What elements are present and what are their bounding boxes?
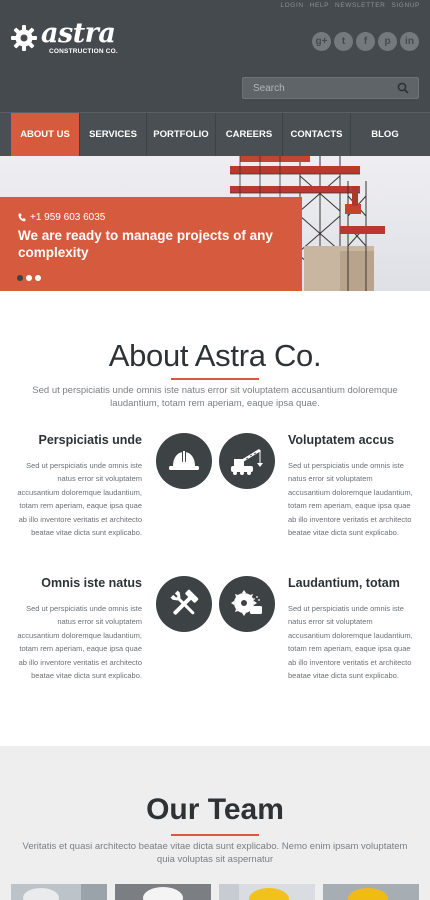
feature-icon-circle	[156, 433, 212, 489]
feature-icon-circle	[219, 433, 275, 489]
worker-photo	[11, 884, 107, 900]
site-header	[0, 0, 430, 112]
phone-text: +1 959 603 6035	[30, 212, 106, 223]
google-plus-icon[interactable]: g+	[312, 32, 331, 51]
hero-slider[interactable]	[0, 156, 430, 291]
feature-text: Sed ut perspiciatis unde omnis iste natus error sit voluptatem accusantium doloremque laudantium, totam rem aperiam, eaque ipsa quae ab illo inventore veritatis et architecto beatae vitae dicta sunt explicabo.	[288, 604, 413, 681]
social-links	[312, 32, 419, 51]
hard-hat-icon	[167, 448, 201, 474]
slide-dot-2[interactable]	[26, 275, 32, 281]
slide-title: We are ready to manage projects of any complexity	[18, 228, 273, 260]
worker-photo	[323, 884, 419, 900]
feature-icon-circle	[219, 576, 275, 632]
team-member-photo[interactable]	[219, 884, 315, 900]
about-title: About Astra Co.	[108, 338, 322, 373]
gear-icon	[11, 25, 37, 51]
about-intro: Sed ut perspiciatis unde omnis iste natus error sit voluptatem accusantium doloremque laudantium, totam rem aperiam, eaque ipsa quae.	[32, 385, 398, 409]
slide-dot-1[interactable]	[17, 275, 23, 281]
logo-subtitle: CONSTRUCTION CO.	[49, 48, 118, 55]
twitter-icon[interactable]: t	[334, 32, 353, 51]
feature-title: Omnis iste natus	[41, 576, 142, 590]
login-link[interactable]: LOGIN	[280, 2, 304, 9]
team-title: Our Team	[146, 793, 284, 826]
tools-icon	[168, 588, 200, 620]
signup-link[interactable]: SIGNUP	[391, 2, 420, 9]
team-intro: Veritatis et quasi architecto beatae vitae dicta sunt explicabo. Nemo enim ipsam voluptatem quia voluptas sit aspernatur	[22, 841, 408, 865]
title-underline	[171, 834, 259, 836]
nav-about-us[interactable]: ABOUT US	[11, 113, 79, 156]
facebook-icon[interactable]: f	[356, 32, 375, 51]
feature-text: Sed ut perspiciatis unde omnis iste natus error sit voluptatem accusantium doloremque laudantium, totam rem aperiam, eaque ipsa quae ab illo inventore veritatis et architecto beatae vitae dicta sunt explicabo.	[17, 461, 142, 538]
help-link[interactable]: HELP	[309, 2, 330, 9]
search-icon[interactable]	[397, 82, 409, 94]
logo-word: astra	[41, 18, 116, 49]
pinterest-icon[interactable]: p	[378, 32, 397, 51]
top-links	[280, 2, 420, 9]
linkedin-icon[interactable]: in	[400, 32, 419, 51]
logo[interactable]	[11, 18, 118, 55]
nav-careers[interactable]: CAREERS	[225, 129, 273, 140]
feature-title: Voluptatem accus	[288, 433, 395, 447]
feature-title: Perspiciatis unde	[38, 433, 142, 447]
search-input[interactable]	[243, 78, 393, 98]
nav-portfolio[interactable]: PORTFOLIO	[153, 129, 209, 140]
team-member-photo[interactable]	[115, 884, 211, 900]
feature-text: Sed ut perspiciatis unde omnis iste natus error sit voluptatem accusantium doloremque laudantium, totam rem aperiam, eaque ipsa quae ab illo inventore veritatis et architecto beatae vitae dicta sunt explicabo.	[288, 461, 413, 538]
worker-photo	[219, 884, 315, 900]
feature-text: Sed ut perspiciatis unde omnis iste natus error sit voluptatem accusantium doloremque laudantium, totam rem aperiam, eaque ipsa quae ab illo inventore veritatis et architecto beatae vitae dicta sunt explicabo.	[17, 604, 142, 681]
slide-caption	[0, 197, 302, 291]
slide-dot-3[interactable]	[35, 275, 41, 281]
phone-number[interactable]	[18, 212, 105, 223]
team-member-photo[interactable]	[11, 884, 107, 900]
nav-contacts[interactable]: CONTACTS	[290, 129, 343, 140]
title-underline	[171, 378, 259, 380]
team-member-photo[interactable]	[323, 884, 419, 900]
search-box	[242, 77, 419, 99]
feature-icon-circle	[156, 576, 212, 632]
nav-services[interactable]: SERVICES	[89, 129, 137, 140]
slider-pagination	[17, 275, 41, 281]
nav-blog[interactable]: BLOG	[371, 129, 399, 140]
worker-photo	[115, 884, 211, 900]
main-nav	[0, 112, 430, 156]
crane-icon	[229, 446, 265, 476]
newsletter-link[interactable]: NEWSLETTER	[335, 2, 386, 9]
feature-title: Laudantium, totam	[288, 576, 400, 590]
saw-icon	[230, 588, 264, 620]
phone-icon	[18, 213, 26, 222]
